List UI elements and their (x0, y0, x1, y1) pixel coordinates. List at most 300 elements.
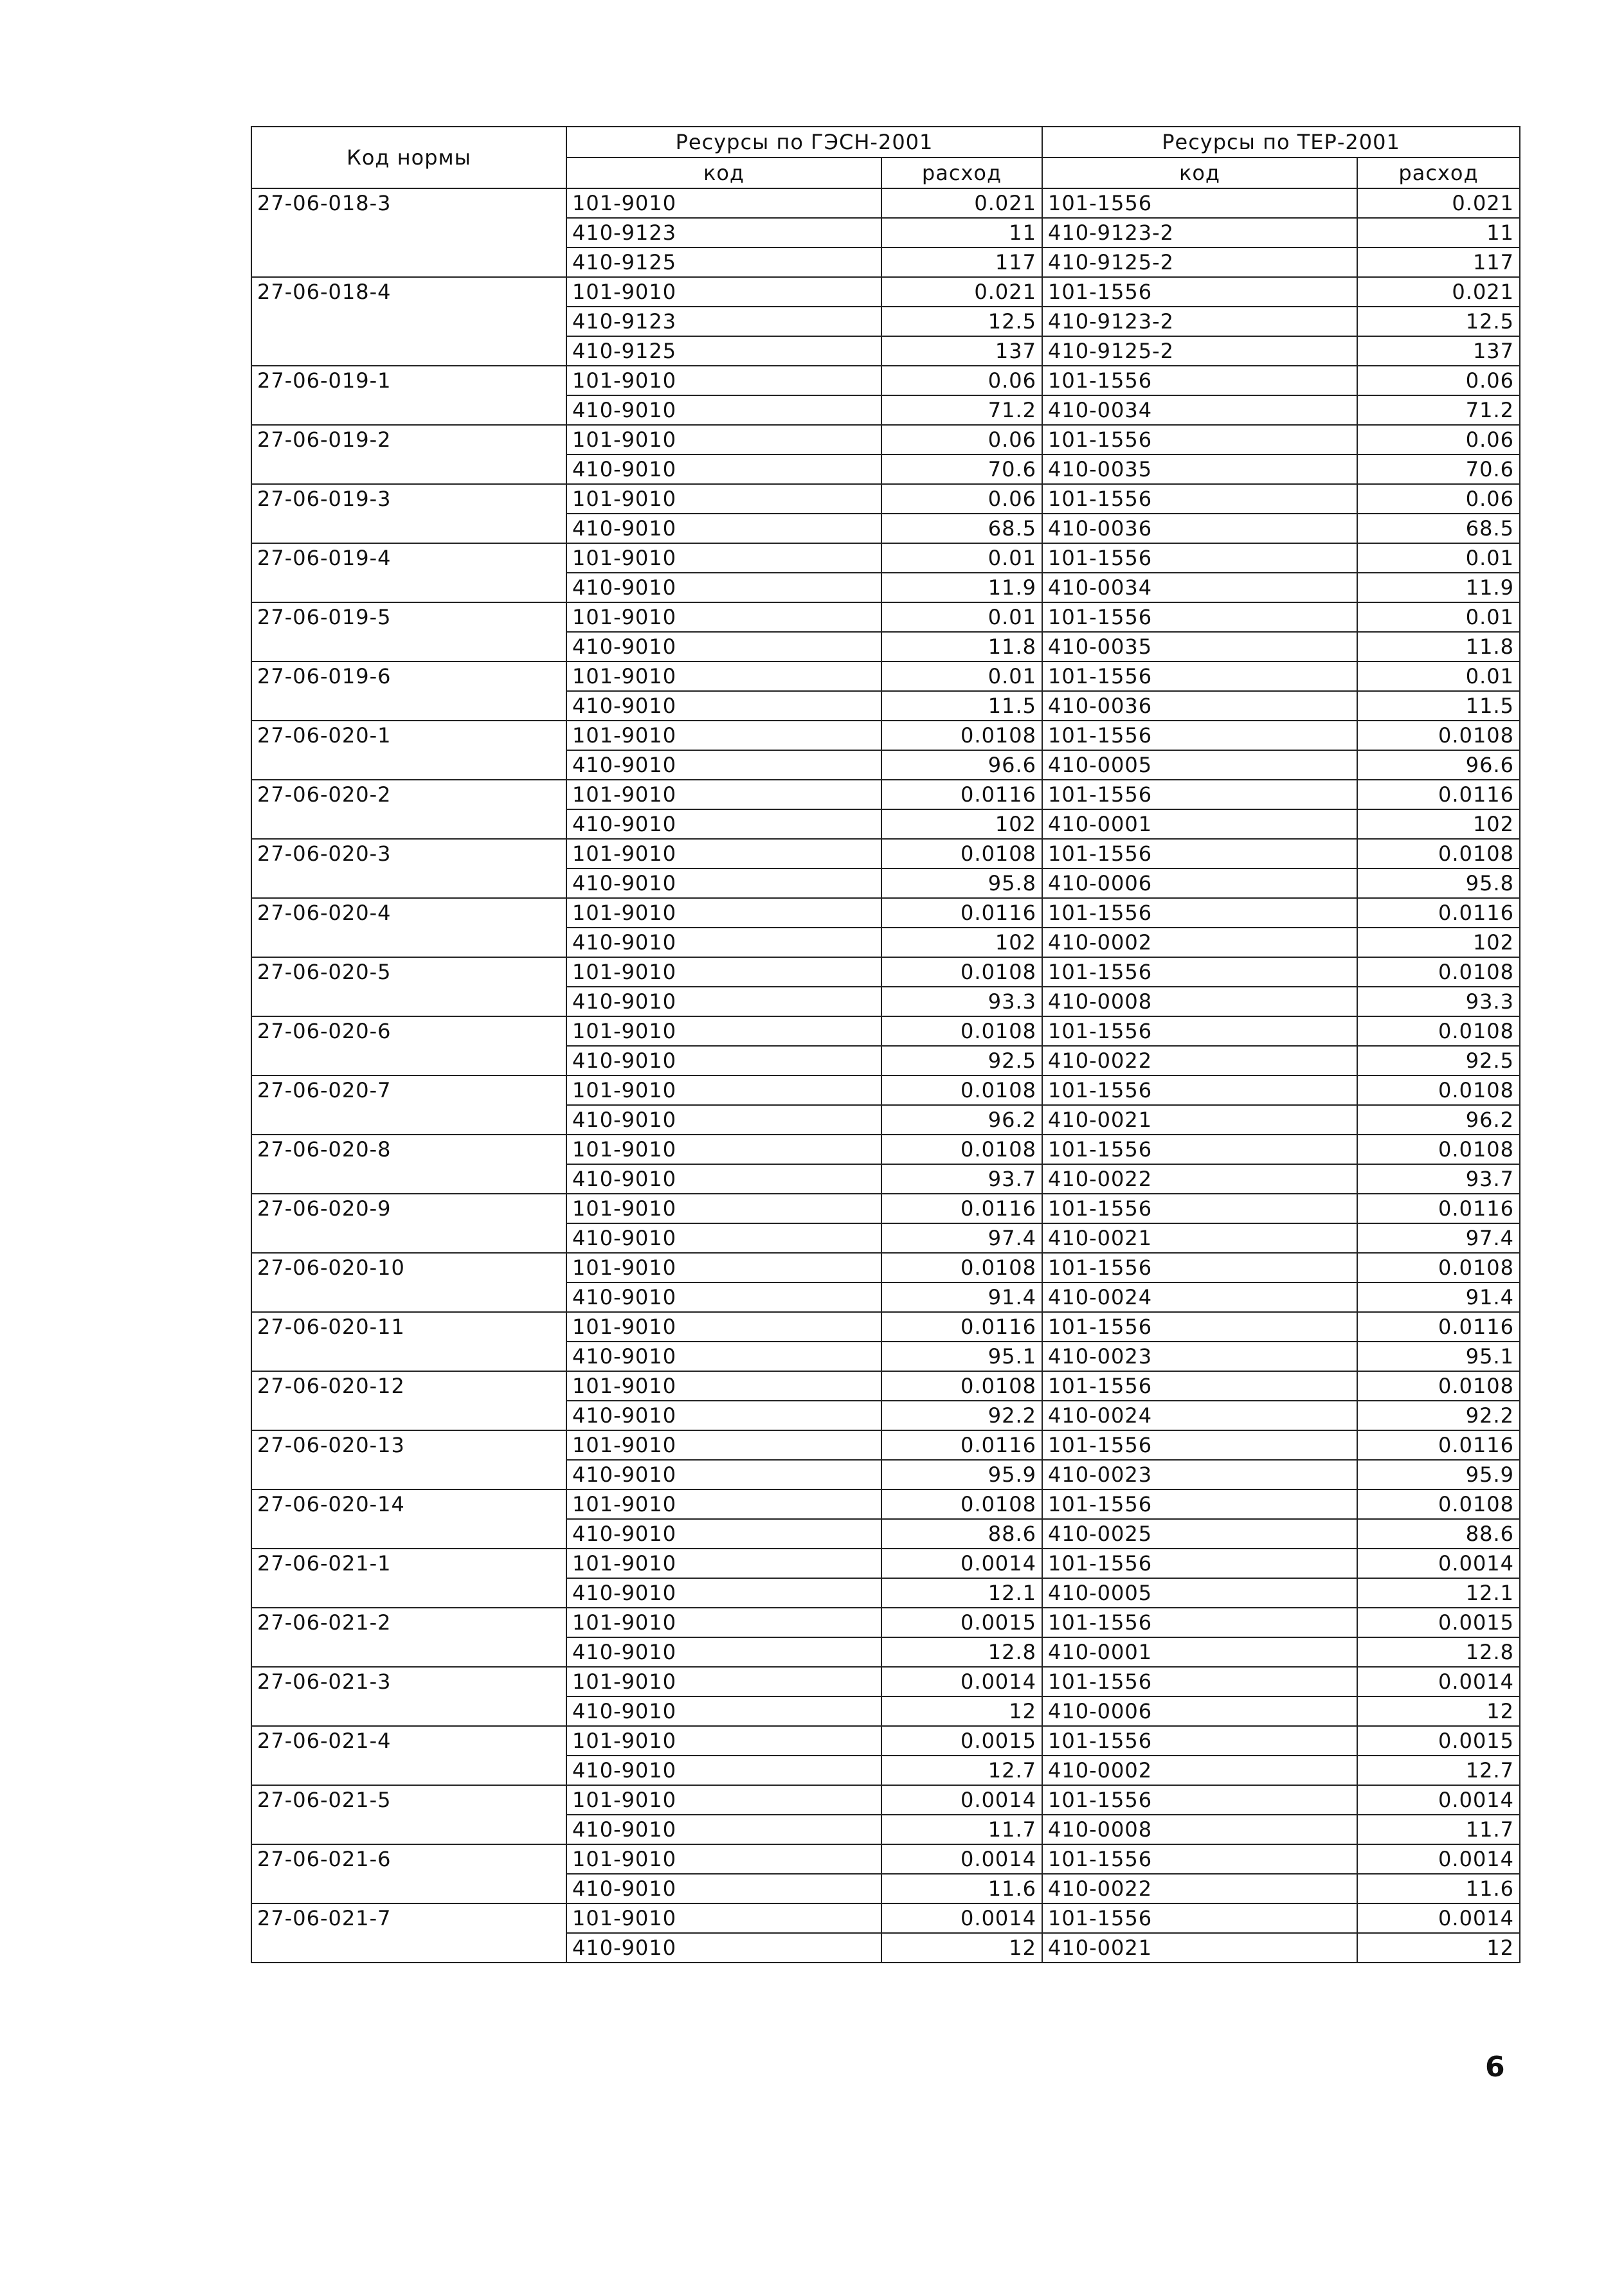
norm-code-cell: 27-06-020-3 (251, 839, 566, 898)
table-row (251, 1844, 1520, 1874)
table-row (251, 1489, 1520, 1519)
gesn-consumption-cell: 11.5 (881, 691, 1042, 721)
gesn-code-cell: 410-9010 (566, 1223, 881, 1253)
ter-code-cell: 410-0035 (1042, 454, 1357, 484)
gesn-code-cell: 410-9010 (566, 1342, 881, 1371)
ter-consumption-cell: 93.3 (1357, 987, 1520, 1016)
gesn-code-cell: 410-9010 (566, 1756, 881, 1785)
table-row (251, 1016, 1520, 1046)
ter-code-cell: 410-0024 (1042, 1401, 1357, 1430)
table-row (251, 602, 1520, 632)
gesn-consumption-cell: 91.4 (881, 1282, 1042, 1312)
norm-code-cell: 27-06-020-8 (251, 1135, 566, 1194)
gesn-consumption-cell: 0.0108 (881, 1371, 1042, 1401)
gesn-consumption-cell: 0.06 (881, 484, 1042, 514)
norm-code-cell: 27-06-021-6 (251, 1844, 566, 1903)
ter-code-cell: 101-1556 (1042, 661, 1357, 691)
gesn-consumption-cell: 0.01 (881, 602, 1042, 632)
gesn-consumption-cell: 0.0108 (881, 721, 1042, 750)
ter-consumption-cell: 11.5 (1357, 691, 1520, 721)
ter-code-cell: 101-1556 (1042, 1194, 1357, 1223)
ter-consumption-cell: 0.06 (1357, 366, 1520, 395)
gesn-code-cell: 410-9010 (566, 454, 881, 484)
table-body (251, 188, 1520, 1963)
ter-consumption-cell: 0.01 (1357, 661, 1520, 691)
ter-code-cell: 410-0024 (1042, 1282, 1357, 1312)
ter-consumption-cell: 11.7 (1357, 1815, 1520, 1844)
ter-code-cell: 410-0025 (1042, 1519, 1357, 1549)
gesn-code-cell: 410-9010 (566, 573, 881, 602)
gesn-code-cell: 410-9125 (566, 247, 881, 277)
ter-code-cell: 410-0006 (1042, 1696, 1357, 1726)
gesn-consumption-cell: 0.0108 (881, 1016, 1042, 1046)
gesn-code-cell: 101-9010 (566, 543, 881, 573)
gesn-code-cell: 410-9010 (566, 395, 881, 425)
ter-code-cell: 101-1556 (1042, 188, 1357, 218)
gesn-consumption-cell: 0.0108 (881, 1253, 1042, 1282)
ter-code-cell: 410-0002 (1042, 928, 1357, 957)
ter-consumption-cell: 70.6 (1357, 454, 1520, 484)
ter-consumption-cell: 0.0015 (1357, 1726, 1520, 1756)
ter-code-cell: 410-0008 (1042, 1815, 1357, 1844)
gesn-code-cell: 101-9010 (566, 1667, 881, 1696)
ter-consumption-cell: 92.5 (1357, 1046, 1520, 1075)
ter-code-cell: 101-1556 (1042, 1135, 1357, 1164)
gesn-code-cell: 101-9010 (566, 1371, 881, 1401)
gesn-code-cell: 101-9010 (566, 1726, 881, 1756)
ter-consumption-cell: 0.0108 (1357, 1253, 1520, 1282)
ter-consumption-cell: 95.9 (1357, 1460, 1520, 1489)
table-row (251, 1430, 1520, 1460)
ter-consumption-cell: 12 (1357, 1933, 1520, 1963)
ter-code-cell: 101-1556 (1042, 780, 1357, 809)
gesn-code-cell: 410-9010 (566, 1046, 881, 1075)
ter-code-cell: 410-9123-2 (1042, 307, 1357, 336)
gesn-code-cell: 410-9123 (566, 307, 881, 336)
table-row (251, 957, 1520, 987)
gesn-consumption-cell: 0.0116 (881, 1312, 1042, 1342)
norm-code-cell: 27-06-019-4 (251, 543, 566, 602)
gesn-consumption-cell: 97.4 (881, 1223, 1042, 1253)
gesn-consumption-cell: 0.021 (881, 188, 1042, 218)
ter-code-cell: 410-0034 (1042, 573, 1357, 602)
ter-consumption-cell: 12.1 (1357, 1578, 1520, 1608)
ter-consumption-cell: 137 (1357, 336, 1520, 366)
ter-code-cell: 101-1556 (1042, 1312, 1357, 1342)
ter-consumption-cell: 97.4 (1357, 1223, 1520, 1253)
table-row (251, 721, 1520, 750)
gesn-code-cell: 410-9010 (566, 691, 881, 721)
gesn-code-cell: 101-9010 (566, 1903, 881, 1933)
gesn-consumption-cell: 11.8 (881, 632, 1042, 661)
gesn-code-cell: 101-9010 (566, 188, 881, 218)
ter-consumption-cell: 0.0015 (1357, 1608, 1520, 1637)
ter-code-cell: 410-0034 (1042, 395, 1357, 425)
ter-code-cell: 101-1556 (1042, 721, 1357, 750)
ter-code-cell: 101-1556 (1042, 957, 1357, 987)
gesn-consumption-cell: 93.3 (881, 987, 1042, 1016)
gesn-code-cell: 410-9010 (566, 928, 881, 957)
gesn-consumption-cell: 93.7 (881, 1164, 1042, 1194)
ter-code-cell: 410-0021 (1042, 1105, 1357, 1135)
table-row (251, 839, 1520, 868)
table-row (251, 1075, 1520, 1105)
gesn-code-cell: 101-9010 (566, 839, 881, 868)
norm-code-cell: 27-06-020-5 (251, 957, 566, 1016)
table-row (251, 1726, 1520, 1756)
ter-code-cell: 410-0021 (1042, 1223, 1357, 1253)
gesn-consumption-cell: 88.6 (881, 1519, 1042, 1549)
gesn-consumption-cell: 0.0116 (881, 1430, 1042, 1460)
ter-consumption-cell: 0.0116 (1357, 780, 1520, 809)
gesn-code-cell: 410-9125 (566, 336, 881, 366)
gesn-consumption-cell: 12.7 (881, 1756, 1042, 1785)
table-row (251, 1371, 1520, 1401)
table-row (251, 543, 1520, 573)
gesn-code-cell: 101-9010 (566, 602, 881, 632)
gesn-consumption-cell: 0.0108 (881, 957, 1042, 987)
gesn-consumption-cell: 12 (881, 1933, 1042, 1963)
norm-code-cell: 27-06-019-2 (251, 425, 566, 484)
ter-consumption-cell: 11.8 (1357, 632, 1520, 661)
gesn-resources-header: Ресурсы по ГЭСН-2001 (566, 127, 1042, 157)
gesn-code-cell: 101-9010 (566, 484, 881, 514)
ter-consumption-cell: 92.2 (1357, 1401, 1520, 1430)
table-row (251, 188, 1520, 218)
ter-consumption-cell: 117 (1357, 247, 1520, 277)
table-row (251, 1312, 1520, 1342)
gesn-code-cell: 410-9010 (566, 1696, 881, 1726)
table-row (251, 484, 1520, 514)
table-row (251, 1608, 1520, 1637)
ter-consumption-cell: 88.6 (1357, 1519, 1520, 1549)
ter-consumption-cell: 68.5 (1357, 514, 1520, 543)
gesn-consumption-cell: 0.0014 (881, 1903, 1042, 1933)
ter-consumption-cell: 0.0108 (1357, 1135, 1520, 1164)
norm-code-cell: 27-06-019-6 (251, 661, 566, 721)
gesn-consumption-cell: 95.9 (881, 1460, 1042, 1489)
ter-code-cell: 410-0001 (1042, 1637, 1357, 1667)
norm-code-cell: 27-06-021-4 (251, 1726, 566, 1785)
ter-consumption-cell: 11.6 (1357, 1874, 1520, 1903)
ter-code-cell: 101-1556 (1042, 484, 1357, 514)
ter-consumption-cell: 0.06 (1357, 484, 1520, 514)
gesn-code-cell: 101-9010 (566, 1135, 881, 1164)
ter-consumption-cell: 11 (1357, 218, 1520, 247)
gesn-consumption-cell: 95.1 (881, 1342, 1042, 1371)
gesn-consumption-cell: 0.06 (881, 425, 1042, 454)
gesn-code-cell: 101-9010 (566, 425, 881, 454)
table-row (251, 1903, 1520, 1933)
gesn-code-cell: 101-9010 (566, 1844, 881, 1874)
norm-code-header: Код нормы (251, 127, 566, 188)
header-row-1 (251, 127, 1520, 157)
ter-code-cell: 101-1556 (1042, 1667, 1357, 1696)
gesn-consumption-cell: 11.9 (881, 573, 1042, 602)
gesn-code-cell: 410-9010 (566, 1282, 881, 1312)
gesn-code-cell: 410-9010 (566, 809, 881, 839)
gesn-consumption-cell: 0.0014 (881, 1549, 1042, 1578)
gesn-code-cell: 410-9010 (566, 1578, 881, 1608)
ter-code-cell: 101-1556 (1042, 602, 1357, 632)
ter-consumption-cell: 0.0014 (1357, 1903, 1520, 1933)
norm-code-cell: 27-06-021-3 (251, 1667, 566, 1726)
ter-code-cell: 410-0036 (1042, 514, 1357, 543)
gesn-consumption-cell: 0.0015 (881, 1726, 1042, 1756)
ter-consumption-cell: 0.0108 (1357, 957, 1520, 987)
ter-consumption-cell: 0.06 (1357, 425, 1520, 454)
ter-code-cell: 410-0036 (1042, 691, 1357, 721)
gesn-consumption-cell: 95.8 (881, 868, 1042, 898)
table-row (251, 661, 1520, 691)
gesn-code-cell: 101-9010 (566, 1489, 881, 1519)
gesn-consumption-cell: 102 (881, 809, 1042, 839)
gesn-consumption-cell: 0.021 (881, 277, 1042, 307)
ter-code-cell: 410-0035 (1042, 632, 1357, 661)
gesn-code-cell: 410-9123 (566, 218, 881, 247)
ter-code-header: код (1042, 157, 1357, 188)
gesn-code-cell: 410-9010 (566, 1401, 881, 1430)
gesn-consumption-cell: 0.0108 (881, 1075, 1042, 1105)
ter-consumption-cell: 12.5 (1357, 307, 1520, 336)
ter-consumption-cell: 102 (1357, 928, 1520, 957)
ter-consumption-cell: 0.0108 (1357, 721, 1520, 750)
ter-consumption-cell: 12.8 (1357, 1637, 1520, 1667)
ter-code-cell: 101-1556 (1042, 839, 1357, 868)
table-row (251, 898, 1520, 928)
norm-code-cell: 27-06-020-14 (251, 1489, 566, 1549)
gesn-consumption-cell: 11 (881, 218, 1042, 247)
gesn-code-cell: 410-9010 (566, 1637, 881, 1667)
ter-code-cell: 410-0006 (1042, 868, 1357, 898)
ter-code-cell: 410-9125-2 (1042, 336, 1357, 366)
gesn-code-cell: 410-9010 (566, 1519, 881, 1549)
table-row (251, 1194, 1520, 1223)
ter-code-cell: 101-1556 (1042, 277, 1357, 307)
ter-code-cell: 101-1556 (1042, 1785, 1357, 1815)
gesn-code-cell: 101-9010 (566, 366, 881, 395)
gesn-consumption-cell: 137 (881, 336, 1042, 366)
gesn-consumption-cell: 11.7 (881, 1815, 1042, 1844)
norm-code-cell: 27-06-020-11 (251, 1312, 566, 1371)
ter-consumption-cell: 102 (1357, 809, 1520, 839)
ter-code-cell: 410-9125-2 (1042, 247, 1357, 277)
gesn-code-cell: 410-9010 (566, 1933, 881, 1963)
table-row (251, 1667, 1520, 1696)
gesn-consumption-cell: 11.6 (881, 1874, 1042, 1903)
ter-consumption-cell: 0.0014 (1357, 1549, 1520, 1578)
ter-consumption-cell: 0.0014 (1357, 1785, 1520, 1815)
ter-code-cell: 101-1556 (1042, 1608, 1357, 1637)
gesn-consumption-cell: 0.0108 (881, 839, 1042, 868)
ter-consumption-cell: 0.021 (1357, 188, 1520, 218)
ter-consumption-cell: 0.0014 (1357, 1667, 1520, 1696)
norm-code-cell: 27-06-020-12 (251, 1371, 566, 1430)
gesn-consumption-cell: 92.2 (881, 1401, 1042, 1430)
ter-code-cell: 101-1556 (1042, 1371, 1357, 1401)
gesn-code-cell: 101-9010 (566, 1430, 881, 1460)
ter-consumption-cell: 0.01 (1357, 602, 1520, 632)
ter-consumption-cell: 0.0108 (1357, 839, 1520, 868)
gesn-code-cell: 410-9010 (566, 987, 881, 1016)
gesn-consumption-cell: 0.01 (881, 543, 1042, 573)
gesn-consumption-cell: 12.1 (881, 1578, 1042, 1608)
ter-consumption-cell: 96.6 (1357, 750, 1520, 780)
ter-resources-header: Ресурсы по ТЕР-2001 (1042, 127, 1520, 157)
ter-consumption-cell: 0.0108 (1357, 1371, 1520, 1401)
ter-code-cell: 101-1556 (1042, 1903, 1357, 1933)
resources-table (251, 126, 1520, 1963)
page-number: 6 (1485, 2051, 1505, 2083)
gesn-code-cell: 101-9010 (566, 1608, 881, 1637)
ter-consumption-cell: 0.0108 (1357, 1075, 1520, 1105)
gesn-consumption-cell: 68.5 (881, 514, 1042, 543)
ter-code-cell: 101-1556 (1042, 898, 1357, 928)
ter-code-cell: 410-0023 (1042, 1460, 1357, 1489)
ter-code-cell: 101-1556 (1042, 366, 1357, 395)
norm-code-cell: 27-06-020-7 (251, 1075, 566, 1135)
gesn-code-cell: 101-9010 (566, 780, 881, 809)
gesn-consumption-cell: 96.6 (881, 750, 1042, 780)
gesn-consumption-cell: 117 (881, 247, 1042, 277)
gesn-consumption-cell: 12 (881, 1696, 1042, 1726)
gesn-consumption-cell: 71.2 (881, 395, 1042, 425)
gesn-consumption-cell: 0.0108 (881, 1135, 1042, 1164)
gesn-consumption-cell: 0.0108 (881, 1489, 1042, 1519)
ter-consumption-cell: 0.021 (1357, 277, 1520, 307)
ter-code-cell: 101-1556 (1042, 1430, 1357, 1460)
ter-consumption-cell: 93.7 (1357, 1164, 1520, 1194)
gesn-code-cell: 101-9010 (566, 1312, 881, 1342)
ter-consumption-cell: 95.8 (1357, 868, 1520, 898)
ter-consumption-cell: 0.01 (1357, 543, 1520, 573)
ter-consumption-cell: 0.0116 (1357, 1312, 1520, 1342)
table-row (251, 1785, 1520, 1815)
ter-code-cell: 101-1556 (1042, 1726, 1357, 1756)
gesn-code-cell: 101-9010 (566, 721, 881, 750)
gesn-code-cell: 101-9010 (566, 277, 881, 307)
gesn-consumption-cell: 12.5 (881, 307, 1042, 336)
gesn-code-cell: 410-9010 (566, 1105, 881, 1135)
ter-consumption-cell: 0.0116 (1357, 898, 1520, 928)
ter-code-cell: 101-1556 (1042, 1844, 1357, 1874)
norm-code-cell: 27-06-020-6 (251, 1016, 566, 1075)
gesn-code-cell: 101-9010 (566, 1253, 881, 1282)
ter-consumption-cell: 12.7 (1357, 1756, 1520, 1785)
gesn-code-cell: 410-9010 (566, 1460, 881, 1489)
gesn-code-cell: 410-9010 (566, 1874, 881, 1903)
norm-code-cell: 27-06-018-3 (251, 188, 566, 277)
norm-code-cell: 27-06-020-9 (251, 1194, 566, 1253)
gesn-code-cell: 101-9010 (566, 1194, 881, 1223)
ter-code-cell: 410-0002 (1042, 1756, 1357, 1785)
ter-code-cell: 410-0005 (1042, 750, 1357, 780)
ter-consumption-cell: 71.2 (1357, 395, 1520, 425)
ter-consumption-cell: 0.0116 (1357, 1194, 1520, 1223)
ter-code-cell: 410-0022 (1042, 1874, 1357, 1903)
ter-consumption-cell: 96.2 (1357, 1105, 1520, 1135)
gesn-code-cell: 410-9010 (566, 750, 881, 780)
gesn-code-cell: 101-9010 (566, 661, 881, 691)
gesn-consumption-header: расход (881, 157, 1042, 188)
table-row (251, 780, 1520, 809)
ter-consumption-cell: 11.9 (1357, 573, 1520, 602)
ter-code-cell: 101-1556 (1042, 1253, 1357, 1282)
gesn-code-cell: 101-9010 (566, 1785, 881, 1815)
ter-code-cell: 101-1556 (1042, 425, 1357, 454)
ter-consumption-cell: 0.0014 (1357, 1844, 1520, 1874)
ter-code-cell: 410-0022 (1042, 1164, 1357, 1194)
norm-code-cell: 27-06-020-4 (251, 898, 566, 957)
norm-code-cell: 27-06-020-1 (251, 721, 566, 780)
gesn-code-cell: 101-9010 (566, 898, 881, 928)
table-row (251, 425, 1520, 454)
table-row (251, 1253, 1520, 1282)
ter-consumption-cell: 0.0108 (1357, 1489, 1520, 1519)
gesn-consumption-cell: 0.0014 (881, 1844, 1042, 1874)
norm-code-cell: 27-06-019-5 (251, 602, 566, 661)
norm-code-cell: 27-06-021-2 (251, 1608, 566, 1667)
gesn-consumption-cell: 102 (881, 928, 1042, 957)
gesn-code-cell: 101-9010 (566, 957, 881, 987)
gesn-consumption-cell: 0.0116 (881, 1194, 1042, 1223)
ter-code-cell: 101-1556 (1042, 1075, 1357, 1105)
norm-code-cell: 27-06-018-4 (251, 277, 566, 366)
table-row (251, 1135, 1520, 1164)
norm-code-cell: 27-06-020-2 (251, 780, 566, 839)
ter-consumption-cell: 91.4 (1357, 1282, 1520, 1312)
ter-code-cell: 101-1556 (1042, 1489, 1357, 1519)
gesn-consumption-cell: 0.0116 (881, 780, 1042, 809)
gesn-code-header: код (566, 157, 881, 188)
ter-code-cell: 101-1556 (1042, 1549, 1357, 1578)
table-row (251, 277, 1520, 307)
ter-code-cell: 410-9123-2 (1042, 218, 1357, 247)
norm-code-cell: 27-06-020-13 (251, 1430, 566, 1489)
ter-consumption-cell: 0.0116 (1357, 1430, 1520, 1460)
ter-consumption-header: расход (1357, 157, 1520, 188)
ter-code-cell: 410-0023 (1042, 1342, 1357, 1371)
gesn-code-cell: 410-9010 (566, 632, 881, 661)
gesn-consumption-cell: 12.8 (881, 1637, 1042, 1667)
gesn-code-cell: 410-9010 (566, 1164, 881, 1194)
norm-code-cell: 27-06-020-10 (251, 1253, 566, 1312)
ter-code-cell: 410-0005 (1042, 1578, 1357, 1608)
gesn-consumption-cell: 0.0014 (881, 1785, 1042, 1815)
ter-code-cell: 101-1556 (1042, 1016, 1357, 1046)
ter-code-cell: 410-0021 (1042, 1933, 1357, 1963)
norm-code-cell: 27-06-021-7 (251, 1903, 566, 1963)
ter-consumption-cell: 12 (1357, 1696, 1520, 1726)
ter-code-cell: 410-0022 (1042, 1046, 1357, 1075)
gesn-consumption-cell: 0.0116 (881, 898, 1042, 928)
norm-code-cell: 27-06-021-1 (251, 1549, 566, 1608)
gesn-consumption-cell: 0.0014 (881, 1667, 1042, 1696)
gesn-code-cell: 101-9010 (566, 1075, 881, 1105)
norm-code-cell: 27-06-021-5 (251, 1785, 566, 1844)
gesn-code-cell: 410-9010 (566, 868, 881, 898)
gesn-consumption-cell: 70.6 (881, 454, 1042, 484)
gesn-consumption-cell: 92.5 (881, 1046, 1042, 1075)
gesn-code-cell: 101-9010 (566, 1016, 881, 1046)
ter-consumption-cell: 0.0108 (1357, 1016, 1520, 1046)
table-row (251, 1549, 1520, 1578)
ter-code-cell: 410-0008 (1042, 987, 1357, 1016)
gesn-consumption-cell: 0.06 (881, 366, 1042, 395)
gesn-consumption-cell: 96.2 (881, 1105, 1042, 1135)
gesn-consumption-cell: 0.01 (881, 661, 1042, 691)
gesn-consumption-cell: 0.0015 (881, 1608, 1042, 1637)
